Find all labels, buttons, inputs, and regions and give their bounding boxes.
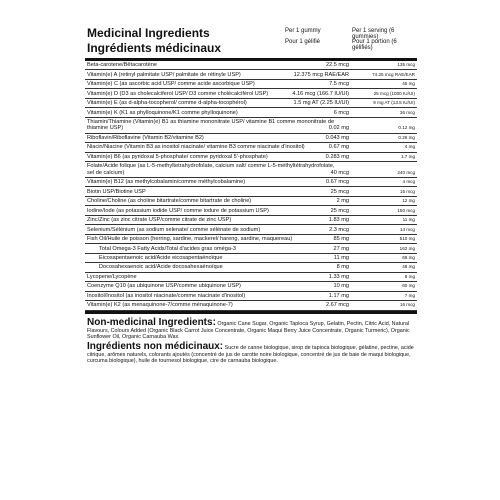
ingredient-name: Vitamin(e) K (K1 as phylloquinone/K1 comme phylloquinone) [87,109,238,116]
ingredient-row [85,206,417,215]
amount-per-gummy: 40 mcg [330,169,349,176]
amount-per-gummy: 0.283 mg [325,153,349,160]
ingredient-name: Niacin/Niacine (Vitamin B3 as inositol niacinate/ vitamine B3 comme niacinate d'inositol) [87,144,305,151]
ingredient-row [85,99,417,108]
amount-per-serving: 25 mcg (1000 IU/UI) [373,90,415,96]
ingredient-name: Folate/Acide folique (as L-5-methyltetrahydrofolate, calcium salt/ comme L-5-méthyltétrahydrofolate, sel de calcium) [87,163,335,176]
amount-per-gummy: 0.67 mcg [325,179,349,186]
ingredient-name: Vitamin(e) A (retinyl palmitate USP/ palmitate de rétinyle USP) [87,71,241,78]
ingredient-name: Iodine/Iode (as potassium iodide USP/ comme iodure de potassium USP) [87,207,269,214]
amount-per-serving: 66 mg [402,254,415,260]
ingredient-row [85,292,417,301]
amount-per-serving: 0.12 mg [398,125,415,131]
amount-per-serving: 240 mcg [397,169,415,175]
ingredient-row [85,178,417,187]
ingredient-name: Thiamin/Thiamine (Vitamin(e) B1 as thiamine mononitrate USP/ vitamine B1 comme mononitrate de thiamine USP) [87,119,335,132]
title-en: Medicinal Ingredients [87,26,210,40]
amount-per-serving: 11 mg [402,217,415,223]
ingredient-name: Vitamin(e) B12 (as methylcobalamin/comme méthylcobalamine) [87,179,246,186]
amount-per-gummy: 12.375 mcg RAE/EAR [293,71,349,78]
amount-per-serving: 45 mg [402,81,415,87]
amount-per-serving: 0.26 mg [398,134,415,140]
amount-per-gummy: 85 mg [333,236,349,243]
ingredient-row [85,134,417,143]
amount-per-serving: 510 mg [399,236,415,242]
ingredient-row [85,187,417,196]
amount-per-gummy: 2.3 mcg [329,226,349,233]
ingredient-row [85,282,417,291]
ingredient-name: Total Omega-3 Fatty Acids/Total d'acides gras oméga-3 [99,245,236,252]
ingredient-row [85,108,417,117]
amount-per-gummy: 0.02 mg [328,125,349,132]
ingredient-name: Fish Oil/Huile de poisson (herring, sardine, mackerel/ hareng, sardine, maquereau) [87,236,293,243]
ingredient-row [85,80,417,89]
amount-per-serving: 60 mg [402,283,415,289]
ingredient-name: Vitamin(e) E (as d-alpha-tocopherol/ comme d-alpha-tocophérol) [87,100,247,107]
amount-per-serving: 4 mg [404,144,415,150]
ingredient-name: Beta-carotene/Bêtacarotène [87,62,157,69]
ingredient-name: Riboflavin/Riboflavine (Vitamin B2/vitamine B2) [87,134,204,141]
amount-per-serving: 15 mcg [399,188,415,194]
amount-per-gummy: 27 mg [333,245,349,252]
amount-per-gummy: 6 mcg [333,109,349,116]
ingredients-label [85,18,417,486]
amount-per-serving: 135 mcg [397,62,415,68]
ingredient-row [85,118,417,134]
ingredient-row [85,216,417,225]
section-divider [85,311,417,314]
ingredient-name: Choline/Choline (as choline bitartrate/comme bitartrate de choline) [87,198,252,205]
ingredient-row [85,197,417,206]
ingredient-name: Vitamin(e) D (D3 as cholecalciferol USP/ D3 comme cholécalciférol USP) [87,90,269,97]
amount-per-serving: 74.25 mcg RAE/EAR [372,71,415,77]
ingredient-row [85,162,417,178]
amount-per-gummy: 11 mg [333,254,349,261]
amount-per-serving: 36 mcg [399,109,415,115]
amount-per-gummy: 1.17 mg [328,292,349,299]
ingredient-name: Vitamin(e) B6 (as pyridoxal 5-phosphate/ comme pyridoxal 5'-phosphate) [87,153,268,160]
col1-header-en: Per 1 gummy [285,28,321,34]
ingredient-row [85,254,417,263]
amount-per-gummy: 0.67 mg [328,144,349,151]
amount-per-gummy: 25 mcg [330,207,349,214]
amount-per-serving: 12 mg [402,198,415,204]
non-medicinal-section [85,317,417,365]
amount-per-serving: 48 mg [402,264,415,270]
ingredient-name: Inositol/Inositol (as inositol niacinate/comme niacinate d'inositol) [87,292,246,299]
ingredient-row [85,235,417,244]
amount-per-serving: 4 mcg [402,179,415,185]
ingredient-row [85,263,417,272]
ingredient-name: Lycopene/Lycopène [87,273,137,280]
amount-per-gummy: 7.5 mcg [329,81,349,88]
ingredient-name: Vitamin(e) K2 (as menaquinone-7/comme ménaquinone-7) [87,302,233,309]
col1-header-fr: Pour 1 gélifié [285,39,321,45]
amount-per-serving: 7 mg [404,292,415,298]
ingredient-row [85,143,417,152]
ingredient-name: Vitamin(e) C (as ascorbic acid USP/ comme acide ascorbique USP) [87,81,255,88]
ingredient-row [85,273,417,282]
amount-per-serving: 150 mcg [397,207,415,213]
ingredient-rows [85,61,417,311]
ingredient-row [85,89,417,98]
ingredient-name: Zinc/Zinc (as zinc citrate USP/comme citrate de zinc USP) [87,217,232,224]
non-medicinal-title-en: Non-medicinal Ingredients: [87,316,216,328]
ingredient-row [85,225,417,234]
amount-per-gummy: 1.33 mg [328,273,349,280]
amount-per-gummy: 25 mcg [330,188,349,195]
amount-per-gummy: 8 mg [336,264,349,271]
ingredient-name: Biotin USP/Biotine USP [87,188,146,195]
amount-per-gummy: 0.043 mg [325,134,349,141]
amount-per-serving: 16 mcg [399,302,415,308]
non-medicinal-text-fr: Sucre de canne biologique, sirop de tapioca biologique, gélatine, pectine, acide citrique, arômes naturels, colorants ajoutés (concentré de jus de carotte noire biologique, concentré de jus de baie de maqui biologique, curcuma biologique), huile de tournesol biologique, cire de carnauba biologique. [87,344,414,364]
col2-header-en: Per 1 serving (6 gummies) [352,28,395,40]
ingredient-name: Docosahexaenoic acid/Acide docosahexaénoïque [99,264,223,271]
amount-per-serving: 162 mg [399,245,415,251]
ingredient-name: Selenium/Sélénium (as sodium selenate/ comme sélénate de sodium) [87,226,261,233]
amount-per-gummy: 2.67 mcg [325,302,349,309]
amount-per-gummy: 1.5 mg AT (2.25 IU/UI) [293,100,349,107]
amount-per-serving: 8 mg [404,273,415,279]
amount-per-gummy: 2 mg [336,198,349,205]
ingredient-row [85,244,417,253]
ingredient-row [85,153,417,162]
amount-per-serving: 1.7 mg [400,153,415,159]
amount-per-gummy: 1.83 mg [328,217,349,224]
non-medicinal-title-fr: Ingrédients non médicinaux: [87,340,224,352]
ingredient-name: Coenzyme Q10 (as ubiquinone USP/comme ubiquinone USP) [87,283,241,290]
amount-per-serving: 14 mcg [399,226,415,232]
amount-per-gummy: 10 mg [333,283,349,290]
non-medicinal-text-en: Organic Cane Sugar, Organic Tapioca Syrup, Gelatin, Pectin, Citric Acid, Natural Flavours, Colours Added (Organic Black Carrot Juice Concentrate, Organic Maqui Berry Juice Concentrate, Organic Turmeric), Organic Sunflower Oil, Organic Carnauba Wax. [87,320,410,341]
ingredient-row [85,70,417,79]
amount-per-gummy: 4.16 mcg (166.7 IU/UI) [292,90,349,97]
title-fr: Ingrédients médicinaux [87,41,222,55]
ingredient-name: Eicosapentaenoic acid/Acide eicosapentaénoïque [99,254,223,261]
amount-per-gummy: 22.5 mcg [325,62,349,69]
col2-header-fr: Pour 1 portion (6 gélifiés) [352,39,397,51]
ingredient-row [85,61,417,70]
label-header [85,18,417,58]
amount-per-serving: 9 mg AT (13.5 IU/UI) [373,100,415,106]
ingredient-row [85,301,417,310]
